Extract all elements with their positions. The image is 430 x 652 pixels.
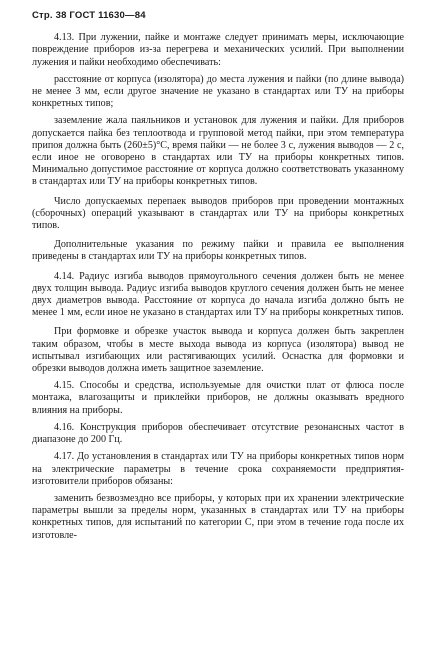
paragraph-forming: При формовке и обрезке участок вывода и корпуса должен быть закреплен таким образом, чтобы в месте выхода вывода из корпуса (изолятора) вывод не испытывал изгибающих или растягивающих усилий. Оснастка для формовки и обрезки выводов должна иметь защитное заземление. xyxy=(32,326,404,375)
paragraph-4-14: 4.14. Радиус изгиба выводов прямоугольного сечения должен быть не менее двух толщин вывода. Радиус изгиба выводов круглого сечения должен быть не менее двух диаметров вывода. Расстояние от корпуса до начала изгиба должно быть не менее 1 мм, если иное не указано в стандартах или ТУ на приборы конкретных типов. xyxy=(32,270,404,319)
paragraph-4-16: 4.16. Конструкция приборов обеспечивает отсутствие резонансных частот в диапазоне до 200 Гц. xyxy=(32,421,404,446)
page-header: Стр. 38 ГОСТ 11630—84 xyxy=(32,10,146,21)
paragraph-4-17: 4.17. До установления в стандартах или ТУ на приборы конкретных типов норм на электрические параметры в течение срока сохраняемости предприятия-изготовители приборов обязаны: xyxy=(32,451,404,487)
paragraph-grounding: заземление жала паяльников и установок для лужения и пайки. Для приборов допускается пайка без теплоотвода и групповой метод пайки, при этом температура припоя должна быть (260±5)°С, время пайки — не более 3 с, лужения выводов — 2 с, если иное не оговорено в стандартах или ТУ на приборы конкретных типов. Минимально допустимое расстояние от корпуса должно соответствовать указанному в стандартах или ТУ на приборы конкретных типов. xyxy=(32,115,404,188)
paragraph-distance: расстояние от корпуса (изолятора) до места лужения и пайки (по длине вывода) не менее 3 мм, если другое значение не указано в стандартах или ТУ на приборы конкретных типов; xyxy=(32,73,404,110)
paragraph-replace: заменить безвозмездно все приборы, у которых при их хранении электрические параметры вышли за пределы норм, указанных в стандартах или ТУ на приборы конкретных типов, для испытаний по категории С, при этом в течение года после их изготовле- xyxy=(32,492,404,541)
paragraph-additional: Дополнительные указания по режиму пайки и правила ее выполнения приведены в стандартах или ТУ на приборы конкретных типов. xyxy=(32,239,404,263)
paragraph-resoldering: Число допускаемых перепаек выводов приборов при проведении монтажных (сборочных) операций указывают в стандартах или ТУ на приборы конкретных типов. xyxy=(32,195,404,232)
paragraph-4-13: 4.13. При лужении, пайке и монтаже следует принимать меры, исключающие повреждение приборов из-за перегрева и механических усилий. При выполнении лужения и пайки необходимо обеспечивать: xyxy=(32,32,404,68)
paragraph-4-15: 4.15. Способы и средства, используемые для очистки плат от флюса после монтажа, влагозащиты и приклейки приборов, не должны оказывать вредного влияния на приборы. xyxy=(32,380,404,416)
